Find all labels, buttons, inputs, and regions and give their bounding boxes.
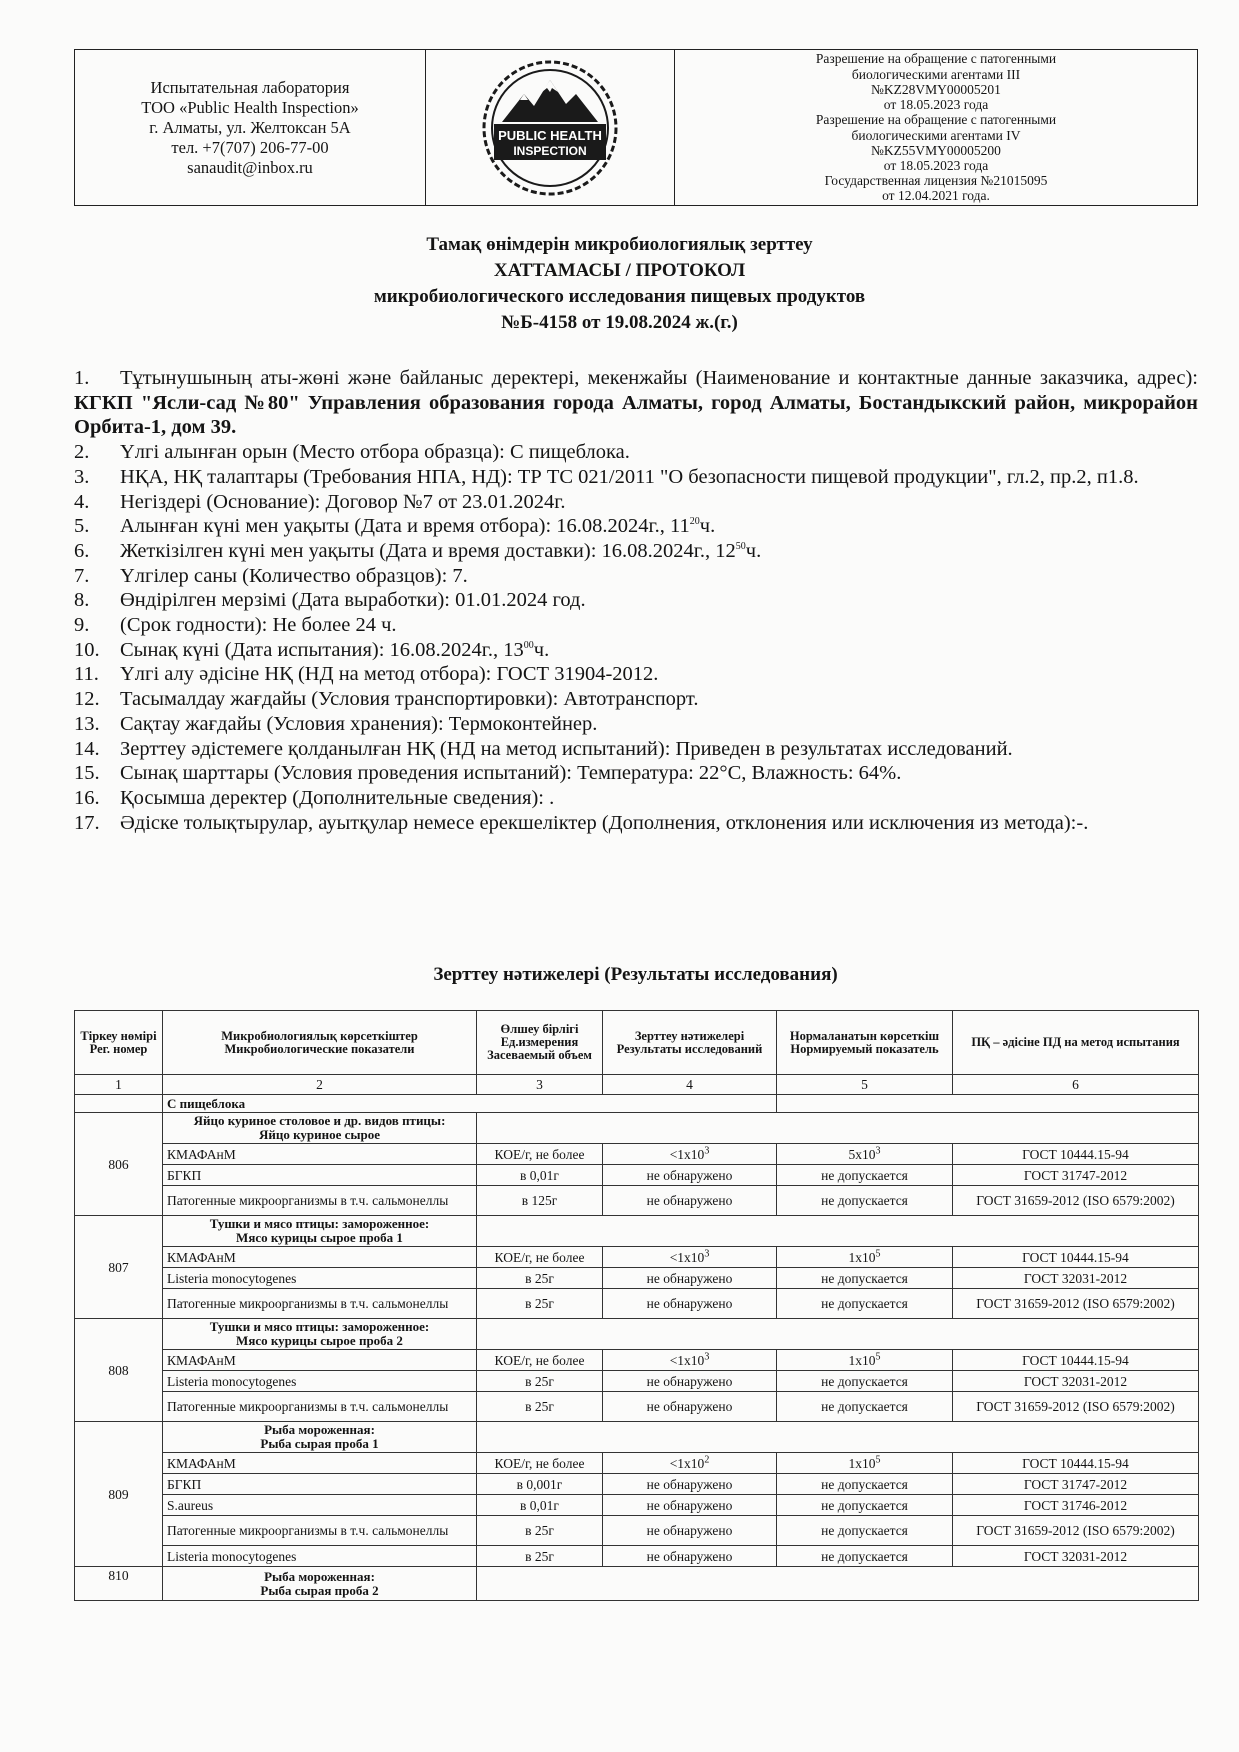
field-sampling-date: [74, 514, 1198, 539]
unit-cell: в 125г: [477, 1186, 603, 1216]
norm-value: не допускается: [821, 1523, 908, 1538]
method-cell: ГОСТ 31659-2012 (ISO 6579:2002): [953, 1392, 1199, 1422]
result-value: не обнаружено: [646, 1497, 733, 1513]
results-body: [75, 1095, 1199, 1601]
protocol-fields: [74, 366, 1198, 835]
indicator-cell: Патогенные микроорганизмы в т.ч. сальмонеллы: [163, 1392, 477, 1422]
norm-cell: [777, 1144, 953, 1165]
unit-cell: КОЕ/г, не более: [477, 1144, 603, 1165]
sample-name: [163, 1216, 477, 1247]
norm-value: не допускается: [821, 1399, 908, 1414]
col-number: 6: [953, 1075, 1199, 1095]
col-header-result: Зерттеу нәтижелері Результаты исследований: [603, 1011, 777, 1075]
field-text: Негiздерi (Основание): Договор №7 от 23.01.2024г.: [120, 490, 566, 513]
method-cell: ГОСТ 32031-2012: [953, 1268, 1199, 1289]
norm-value: не допускается: [821, 1193, 908, 1208]
field-number: 16.: [74, 786, 100, 809]
field-customer: [74, 366, 1198, 440]
table-row: [75, 1516, 1199, 1546]
group-header-row: [75, 1567, 1199, 1601]
unit-cell: в 0,001г: [477, 1474, 603, 1495]
unit-cell: в 25г: [477, 1268, 603, 1289]
document-title: [0, 232, 1239, 336]
table-row: [75, 1546, 1199, 1567]
result-value: не обнаружено: [646, 1270, 733, 1286]
result-cell: [603, 1546, 777, 1567]
indicator-cell: S.aureus: [163, 1495, 477, 1516]
indicator-cell: Listeria monocytogenes: [163, 1268, 477, 1289]
col-header-method: ПҚ – әдісіне ПД на метод испытания: [953, 1011, 1199, 1075]
method-cell: ГОСТ 10444.15-94: [953, 1247, 1199, 1268]
result-value: не обнаружено: [646, 1193, 733, 1208]
empty-cell: [75, 1095, 163, 1113]
empty-cell: [477, 1422, 1199, 1453]
unit-cell: в 25г: [477, 1546, 603, 1567]
lab-line: Испытательная лаборатория: [150, 77, 350, 97]
field-text-tail: ч.: [745, 539, 762, 562]
field-text-tail: ч.: [533, 638, 550, 661]
permit-line: биологическими агентами III: [851, 66, 1021, 82]
col-number: 1: [75, 1075, 163, 1095]
norm-cell: [777, 1247, 953, 1268]
field-number: 10.: [74, 638, 100, 661]
field-number: 4.: [74, 490, 90, 513]
result-value: не обнаружено: [646, 1523, 733, 1538]
norm-cell: [777, 1165, 953, 1186]
table-row: [75, 1268, 1199, 1289]
table-row: [75, 1474, 1199, 1495]
norm-cell: [777, 1289, 953, 1319]
field-text: Өндірілген мерзімі (Дата выработки): 01.01.2024 год.: [120, 589, 586, 612]
result-value: <1x10: [669, 1455, 705, 1471]
table-row: [75, 1392, 1199, 1422]
permit-line: от 18.05.2023 года: [883, 157, 989, 173]
norm-exponent: 5: [875, 1351, 881, 1362]
customer-value: КГКП "Ясли-сад №80" Управления образования города Алматы, город Алматы, Бостандыкский район, микрорайон Орбита-1, дом 39.: [74, 391, 1198, 439]
group-header-row: [75, 1216, 1199, 1247]
field-text: Үлгілер саны (Количество образцов): 7.: [120, 564, 468, 587]
col-header-unit: Өлшеу бірлігі Ед.измерения Засеваемый объем: [477, 1011, 603, 1075]
norm-exponent: 5: [875, 1248, 881, 1259]
group-header-row: [75, 1113, 1199, 1144]
table-row: [75, 1186, 1199, 1216]
field-deviations: [74, 811, 1198, 836]
result-cell: [603, 1289, 777, 1319]
norm-exponent: 5: [875, 1454, 881, 1465]
field-text: Сынақ күні (Дата испытания): 16.08.2024г., 13: [120, 638, 524, 661]
field-additional-info: [74, 786, 1198, 811]
norm-value: не допускается: [821, 1476, 908, 1492]
field-test-methods: [74, 737, 1198, 762]
group-header-row: [75, 1422, 1199, 1453]
indicator-cell: КМАФАнМ: [163, 1350, 477, 1371]
field-number: 9.: [74, 614, 90, 637]
table-row: [75, 1371, 1199, 1392]
time-minutes: 20: [689, 516, 700, 528]
result-value: не обнаружено: [646, 1373, 733, 1389]
col-number: 5: [777, 1075, 953, 1095]
sample-category: Тушки и мясо птицы: замороженное:: [209, 1319, 430, 1334]
method-cell: ГОСТ 31659-2012 (ISO 6579:2002): [953, 1186, 1199, 1216]
result-value: не обнаружено: [646, 1167, 733, 1183]
col-number: 2: [163, 1075, 477, 1095]
lab-line: ТОО «Public Health Inspection»: [141, 97, 359, 117]
result-cell: [603, 1186, 777, 1216]
field-requirements: [74, 465, 1198, 490]
indicator-cell: БГКП: [163, 1474, 477, 1495]
norm-cell: [777, 1350, 953, 1371]
sample-category: Рыба мороженная:: [264, 1568, 375, 1584]
sample-name: [163, 1319, 477, 1350]
field-text: Үлгі алынған орын (Место отбора образца): С пищеблока.: [120, 441, 630, 464]
result-exponent: 3: [704, 1351, 710, 1362]
result-cell: [603, 1516, 777, 1546]
result-cell: [603, 1247, 777, 1268]
norm-value: 1x10: [848, 1249, 876, 1265]
field-text-tail: ч.: [699, 515, 716, 538]
indicator-cell: Listeria monocytogenes: [163, 1546, 477, 1567]
unit-cell: КОЕ/г, не более: [477, 1247, 603, 1268]
table-row: [75, 1495, 1199, 1516]
field-text: (Срок годности): Не более 24 ч.: [120, 614, 397, 637]
result-cell: [603, 1392, 777, 1422]
indicator-cell: КМАФАнМ: [163, 1144, 477, 1165]
unit-cell: в 25г: [477, 1289, 603, 1319]
unit-cell: в 25г: [477, 1371, 603, 1392]
field-label: Тұтынушының аты-жөні және байланыс деректері, мекенжайы (Наименование и контактные данные заказчика, адрес):: [120, 367, 1198, 389]
method-cell: ГОСТ 31746-2012: [953, 1495, 1199, 1516]
sample-title: Рыба сырая проба 2: [260, 1582, 379, 1598]
col-header-reg: Тіркеу нөмірі Рег. номер: [75, 1011, 163, 1075]
logo-cell: [426, 50, 675, 205]
result-value: не обнаружено: [646, 1548, 733, 1564]
result-value: не обнаружено: [646, 1476, 733, 1492]
result-exponent: 2: [704, 1454, 710, 1465]
norm-cell: [777, 1392, 953, 1422]
norm-exponent: 3: [875, 1145, 881, 1156]
method-cell: ГОСТ 31747-2012: [953, 1474, 1199, 1495]
result-value: не обнаружено: [646, 1296, 733, 1311]
field-test-date: [74, 638, 1198, 663]
logo-text-1: PUBLIC HEALTH: [498, 127, 602, 143]
field-sample-count: [74, 564, 1198, 589]
sample-category: Яйцо куриное столовое и др. видов птицы:: [193, 1113, 446, 1128]
norm-value: 1x10: [848, 1455, 876, 1471]
norm-value: не допускается: [821, 1373, 908, 1389]
result-cell: [603, 1474, 777, 1495]
method-cell: ГОСТ 31659-2012 (ISO 6579:2002): [953, 1516, 1199, 1546]
result-value: не обнаружено: [646, 1399, 733, 1414]
norm-cell: [777, 1474, 953, 1495]
result-cell: [603, 1144, 777, 1165]
indicator-cell: КМАФАнМ: [163, 1247, 477, 1268]
field-delivery-date: [74, 539, 1198, 564]
result-cell: [603, 1268, 777, 1289]
unit-cell: в 25г: [477, 1392, 603, 1422]
reg-number: 809: [75, 1422, 163, 1567]
permit-line: №KZ55VMY00005200: [871, 142, 1001, 158]
field-basis: [74, 490, 1198, 515]
field-text: Тасымалдау жағдайы (Условия транспортировки): Автотранспорт.: [120, 688, 699, 711]
result-exponent: 3: [704, 1145, 710, 1156]
result-value: <1x10: [669, 1249, 705, 1265]
sample-category: Тушки и мясо птицы: замороженное:: [209, 1216, 430, 1231]
table-row: [75, 1289, 1199, 1319]
section-label: С пищеблока: [163, 1095, 777, 1113]
field-transport: [74, 687, 1198, 712]
field-number: 6.: [74, 539, 90, 562]
field-number: 11.: [74, 663, 99, 686]
field-number: 14.: [74, 737, 100, 760]
field-text: НҚА, НҚ талаптары (Требования НПА, НД): ТР ТС 021/2011 "О безопасности пищевой продукции", гл.2, пр.2, п1.8.: [120, 465, 1139, 488]
sample-title: Рыба сырая проба 1: [260, 1436, 379, 1451]
field-sampling-place: [74, 440, 1198, 465]
column-number-row: [75, 1075, 1199, 1095]
field-text: Әдіске толықтырулар, ауытқулар немесе ерекшеліктер (Дополнения, отклонения или исключения из метода):-.: [120, 811, 1089, 834]
method-cell: ГОСТ 10444.15-94: [953, 1144, 1199, 1165]
permit-line: Разрешение на обращение с патогенными: [815, 112, 1057, 128]
field-number: 15.: [74, 762, 100, 785]
sample-title: Мясо курицы сырое проба 1: [236, 1230, 403, 1245]
header-block: [74, 49, 1198, 206]
norm-value: не допускается: [821, 1167, 908, 1183]
unit-cell: в 25г: [477, 1516, 603, 1546]
field-test-conditions: [74, 761, 1198, 786]
protocol-number: №Б-4158 от 19.08.2024 ж.(г.): [501, 312, 738, 333]
field-number: 7.: [74, 564, 90, 587]
title-line: микробиологического исследования пищевых продуктов: [373, 286, 866, 307]
field-storage: [74, 712, 1198, 737]
field-shelf-life: [74, 613, 1198, 638]
field-text: Алынған күні мен уақыты (Дата и время отбора): 16.08.2024г., 11: [120, 515, 690, 538]
norm-value: не допускается: [821, 1270, 908, 1286]
result-cell: [603, 1371, 777, 1392]
field-number: 1.: [74, 367, 90, 389]
col-number: 4: [603, 1075, 777, 1095]
empty-cell: [477, 1319, 1199, 1350]
method-cell: ГОСТ 10444.15-94: [953, 1350, 1199, 1371]
time-minutes: 50: [735, 541, 746, 553]
result-cell: [603, 1495, 777, 1516]
norm-value: не допускается: [821, 1548, 908, 1564]
reg-number: 807: [75, 1216, 163, 1319]
method-cell: ГОСТ 32031-2012: [953, 1371, 1199, 1392]
norm-cell: [777, 1516, 953, 1546]
permit-line: №KZ28VMY00005201: [871, 81, 1001, 97]
field-text: Қосымша деректер (Дополнительные сведения): .: [120, 786, 555, 809]
public-health-logo: [480, 58, 620, 198]
norm-cell: [777, 1546, 953, 1567]
method-cell: ГОСТ 31747-2012: [953, 1165, 1199, 1186]
result-value: <1x10: [669, 1146, 705, 1162]
permit-line: от 12.04.2021 года.: [882, 188, 990, 204]
empty-cell: [477, 1567, 1199, 1601]
norm-cell: [777, 1453, 953, 1474]
table-row: [75, 1453, 1199, 1474]
norm-value: не допускается: [821, 1497, 908, 1513]
unit-cell: в 0,01г: [477, 1495, 603, 1516]
norm-value: 1x10: [848, 1352, 876, 1368]
empty-cell: [777, 1095, 1199, 1113]
logo-text-2: INSPECTION: [513, 143, 587, 158]
field-number: 5.: [74, 515, 90, 538]
unit-cell: КОЕ/г, не более: [477, 1350, 603, 1371]
norm-value: 5x10: [848, 1146, 876, 1162]
result-exponent: 3: [704, 1248, 710, 1259]
field-number: 13.: [74, 712, 100, 735]
indicator-cell: Listeria monocytogenes: [163, 1371, 477, 1392]
reg-number: 808: [75, 1319, 163, 1422]
sample-title: Мясо курицы сырое проба 2: [236, 1333, 403, 1348]
result-cell: [603, 1350, 777, 1371]
sample-name: [163, 1113, 477, 1144]
method-cell: ГОСТ 32031-2012: [953, 1546, 1199, 1567]
field-production-date: [74, 588, 1198, 613]
method-cell: ГОСТ 31659-2012 (ISO 6579:2002): [953, 1289, 1199, 1319]
permit-line: Государственная лицензия №21015095: [824, 173, 1048, 189]
result-value: <1x10: [669, 1352, 705, 1368]
title-line: Тамақ өнімдерін микробиологиялық зерттеу: [426, 234, 813, 255]
indicator-cell: Патогенные микроорганизмы в т.ч. сальмонеллы: [163, 1186, 477, 1216]
permit-line: Разрешение на обращение с патогенными: [815, 51, 1057, 67]
lab-line: тел. +7(707) 206-77-00: [171, 137, 329, 157]
norm-cell: [777, 1495, 953, 1516]
sample-name: [163, 1567, 477, 1601]
field-text: Сынақ шарттары (Условия проведения испытаний): Температура: 22°С, Влажность: 64%.: [120, 762, 902, 785]
field-text: Жеткізілген күні мен уақыты (Дата и время доставки): 16.08.2024г., 12: [120, 539, 736, 562]
field-sampling-method: [74, 662, 1198, 687]
reg-number: 810: [75, 1567, 163, 1601]
indicator-cell: Патогенные микроорганизмы в т.ч. сальмонеллы: [163, 1516, 477, 1546]
table-row: [75, 1247, 1199, 1268]
method-cell: ГОСТ 10444.15-94: [953, 1453, 1199, 1474]
empty-cell: [477, 1113, 1199, 1144]
lab-info: [75, 50, 426, 205]
results-title: Зерттеу нәтижелері (Результаты исследования): [433, 964, 838, 985]
field-text: Үлгі алу әдісіне НҚ (НД на метод отбора): ГОСТ 31904-2012.: [120, 663, 659, 686]
permits-info: [675, 50, 1197, 205]
sample-category: Рыба мороженная:: [264, 1422, 375, 1437]
permit-line: биологическими агентами IV: [851, 127, 1021, 143]
results-table: [74, 1010, 1199, 1601]
col-header-indicator: Микробиологиялық көрсеткіштер Микробиологические показатели: [163, 1011, 477, 1075]
lab-line: г. Алматы, ул. Желтоксан 5А: [149, 117, 351, 137]
reg-number: 806: [75, 1113, 163, 1216]
norm-cell: [777, 1186, 953, 1216]
empty-cell: [477, 1216, 1199, 1247]
group-header-row: [75, 1319, 1199, 1350]
norm-value: не допускается: [821, 1296, 908, 1311]
field-number: 3.: [74, 465, 90, 488]
col-number: 3: [477, 1075, 603, 1095]
sample-name: [163, 1422, 477, 1453]
norm-cell: [777, 1268, 953, 1289]
table-header-row: [75, 1011, 1199, 1075]
field-text: Зерттеу әдістемеге қолданылған НҚ (НД на метод испытаний): Приведен в результатах исследований.: [120, 737, 1013, 760]
section-row: [75, 1095, 1199, 1113]
permit-line: от 18.05.2023 года: [883, 97, 989, 113]
field-number: 2.: [74, 441, 90, 464]
table-row: [75, 1144, 1199, 1165]
table-row: [75, 1165, 1199, 1186]
table-row: [75, 1350, 1199, 1371]
field-number: 17.: [74, 811, 100, 834]
indicator-cell: БГКП: [163, 1165, 477, 1186]
unit-cell: в 0,01г: [477, 1165, 603, 1186]
unit-cell: КОЕ/г, не более: [477, 1453, 603, 1474]
lab-line: sanaudit@inbox.ru: [187, 157, 313, 177]
col-header-norm: Нормаланатын көрсеткіш Нормируемый показатель: [777, 1011, 953, 1075]
indicator-cell: КМАФАнМ: [163, 1453, 477, 1474]
norm-cell: [777, 1371, 953, 1392]
field-text: Сақтау жағдайы (Условия хранения): Термоконтейнер.: [120, 712, 598, 735]
field-number: 8.: [74, 589, 90, 612]
field-number: 12.: [74, 688, 100, 711]
time-minutes: 00: [523, 639, 534, 651]
result-cell: [603, 1165, 777, 1186]
sample-title: Яйцо куриное сырое: [258, 1127, 381, 1142]
indicator-cell: Патогенные микроорганизмы в т.ч. сальмонеллы: [163, 1289, 477, 1319]
result-cell: [603, 1453, 777, 1474]
title-line: ХАТТАМАСЫ / ПРОТОКОЛ: [493, 260, 746, 281]
